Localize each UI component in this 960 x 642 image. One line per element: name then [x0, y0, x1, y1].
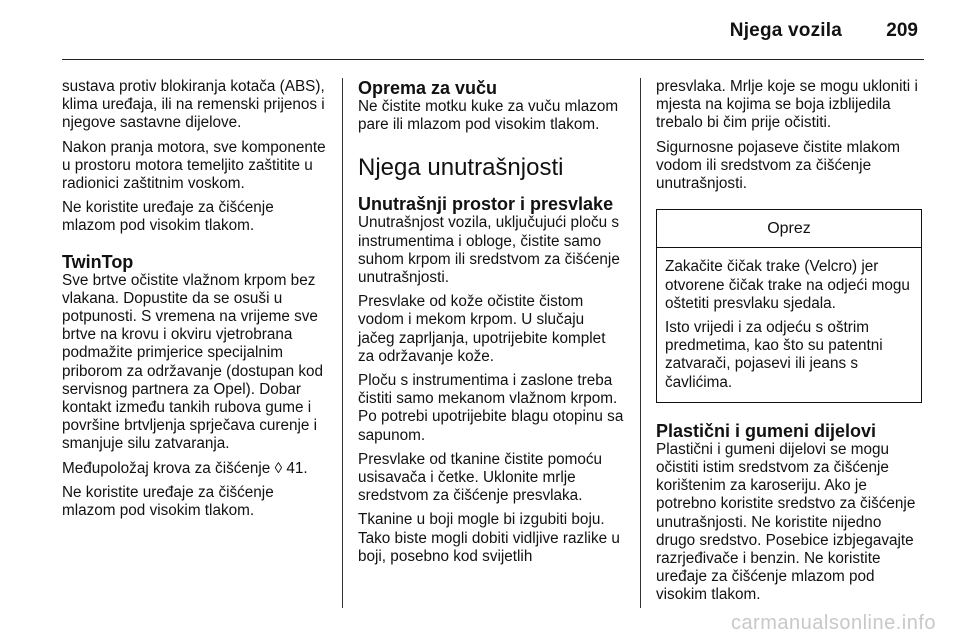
- column-right: [656, 78, 924, 611]
- towing-equipment-heading: Oprema za vuču: [358, 78, 498, 98]
- paragraph: sustava protiv blokiranja kotača (ABS), klima uređaja, ili na remenski prijenos i njegove sastavne dijelove.: [62, 78, 325, 132]
- paragraph: Tkanine u boji mogle bi izgubiti boju. Tako biste mogli dobiti vidljive razlike u boji, posebno kod svijetlih: [358, 511, 620, 565]
- paragraph: Sigurnosne pojaseve čistite mlakom vodom ili sredstvom za čišćenje unutrašnjosti.: [656, 138, 901, 193]
- paragraph: Sve brtve očistite vlažnom krpom bez vlakana. Dopustite da se osuši u potpunosti. S vremena na vrijeme sve brtve na krovu i okviru vjetrobrana podmažite primjerice specijalnim priborom za održavanje (dostupan kod servisnog partnera za Opel). Dobar kontakt između tankih rubova gume i površine brtvljenja sprječava curenje i smanjuje silu zatvaranja.: [62, 271, 324, 453]
- caution-paragraph: Isto vrijedi i za odjeću s oštrim predmetima, kao što su patentni zatvarači, pojasevi ili jeans s čavlićima.: [665, 319, 883, 391]
- page-title: Njega vozila: [729, 20, 842, 41]
- paragraph: Ne čistite motku kuke za vuču mlazom pare ili mlazom pod visokim tlakom.: [358, 98, 619, 134]
- paragraph: presvlaka. Mrlje koje se mogu ukloniti i mjesta na kojima se boja izblijedila trebalo bi čim prije očistiti.: [656, 78, 918, 132]
- column-middle: [358, 78, 624, 572]
- column-divider: [342, 78, 343, 608]
- paragraph: Nakon pranja motora, sve komponente u prostoru motora temeljito zaštitite u radionici zaštitnim voskom.: [62, 138, 326, 193]
- interior-heading: Unutrašnji prostor i presvlake: [358, 194, 614, 215]
- paragraph: Ploču s instrumentima i zaslone treba čistiti samo mekanom vlažnom krpom. Po potrebi upotrijebite blagu otopinu sa sapunom.: [358, 372, 624, 444]
- watermark: carmanualsonline.info: [730, 612, 936, 634]
- paragraph-roof-reference: Međupoložaj krova za čišćenje ◊ 41.: [62, 459, 308, 477]
- caution-box: [656, 209, 922, 403]
- page-number: 209: [886, 20, 918, 41]
- paragraph: Presvlake od tkanine čistite pomoću usisavača i četke. Uklonite mrlje sredstvom za čišćenje presvlaka.: [358, 450, 603, 505]
- caution-body: [657, 248, 921, 401]
- paragraph: Unutrašnjost vozila, uključujući ploču s instrumentima i obloge, čistite samo suhom krpom ili sredstvom za čišćenje unutrašnjosti.: [358, 214, 620, 287]
- caution-title: Oprez: [657, 210, 921, 248]
- paragraph: Presvlake od kože očistite čistom vodom i mekom krpom. U slučaju jačeg zaprljanja, upotrijebite komplet za održavanje kože.: [358, 293, 606, 365]
- section-heading: Njega unutrašnjosti: [358, 154, 564, 182]
- paragraph: Plastični i gumeni dijelovi se mogu očistiti istim sredstvom za čišćenje korištenim za karoseriju. Ako je potrebno koristite sredstvo za čišćenje unutrašnjosti. Ne koristite nijedno drugo sredstvo. Posebice izbjegavajte razrjeđivače i benzin. Ne koristite uređaje za čišćenje mlazom pod visokim tlakom.: [656, 440, 916, 604]
- paragraph: Ne koristite uređaje za čišćenje mlazom pod visokim tlakom.: [62, 199, 274, 235]
- plastic-rubber-heading: Plastični i gumeni dijelovi: [656, 420, 877, 441]
- twintop-heading: TwinTop: [62, 251, 134, 272]
- page-header: [0, 0, 960, 54]
- header-rule: [62, 59, 924, 60]
- caution-paragraph: Zakačite čičak trake (Velcro) jer otvorene čičak trake na odjeći mogu oštetiti presvlaku sjedala.: [665, 258, 910, 312]
- column-divider: [640, 78, 641, 608]
- paragraph: Ne koristite uređaje za čišćenje mlazom pod visokim tlakom.: [62, 483, 274, 520]
- column-left: [62, 78, 328, 526]
